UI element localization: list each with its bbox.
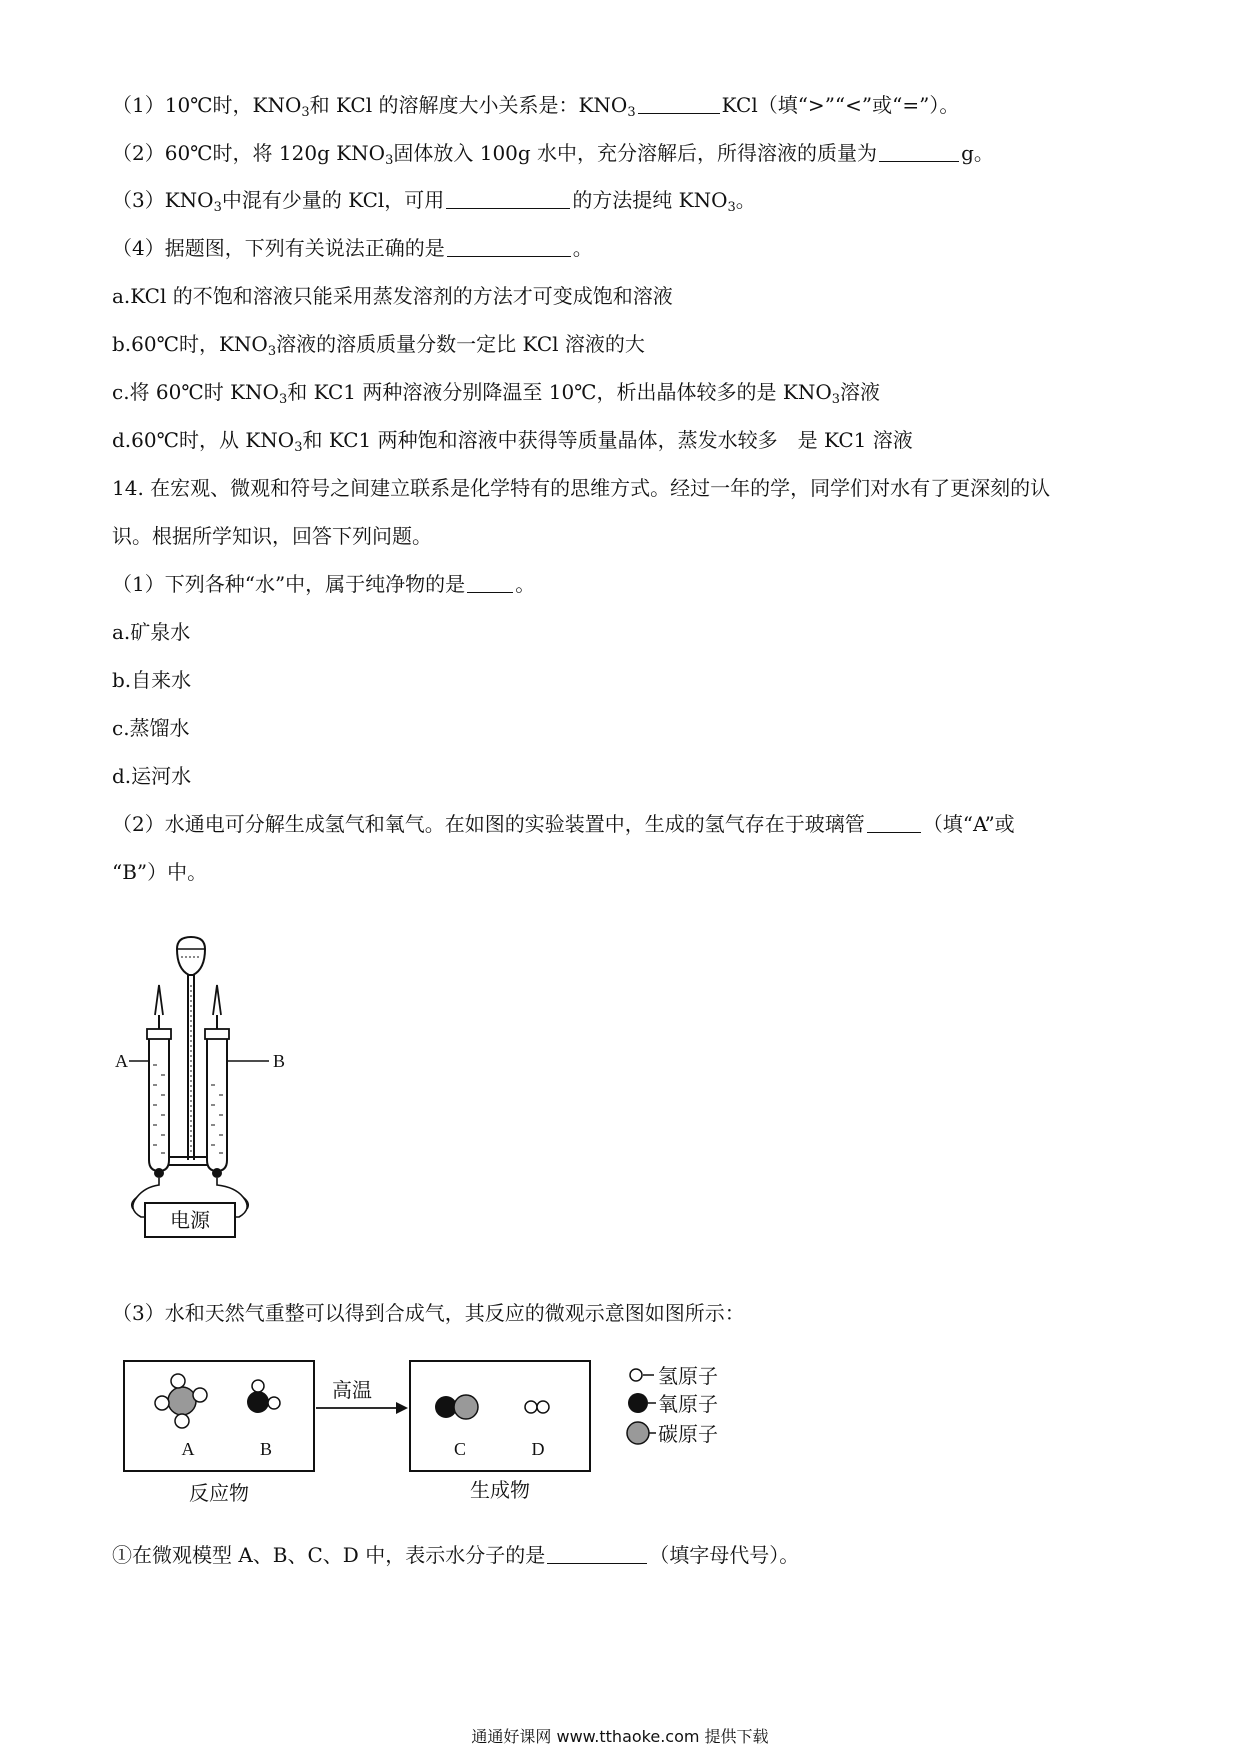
tube-b-label: B (273, 1051, 286, 1071)
electrolysis-apparatus-figure (115, 935, 295, 1265)
answer-blank[interactable] (867, 814, 921, 833)
q14-part3: （3）水和天然气重整可以得到合成气，其反应的微观示意图如图所示： (112, 1301, 745, 1325)
q13-part2: （2）60℃时，将 120g $KNO_3$固体放入 100g 水中，充分溶解后，所得溶液的质量为 g。 (112, 141, 994, 168)
q13-part3: $(3)KNO_3$中混有少量的 KCl，可用 的方法提纯 $KNO_3$。 (112, 188, 756, 215)
molecule-c (435, 1395, 478, 1419)
answer-blank[interactable] (547, 1545, 647, 1564)
reaction-condition: 高温 (332, 1378, 372, 1402)
q14-option-b: b.自来水 (112, 668, 192, 692)
q14-part2: （2）水通电可分解生成氢气和氧气。在如图的实验装置中，生成的氢气存在于玻璃管 （填“A”或 (112, 812, 1015, 836)
answer-blank[interactable] (879, 143, 959, 162)
q13-option-d: d.60℃时，从 $KNO_3$和 KC1 两种饱和溶液中获得等质量晶体，蒸发水较多 是 KC1 溶液 (112, 428, 913, 455)
q14-intro-line2: 识。根据所学知识，回答下列问题。 (112, 524, 432, 548)
atom-legend (627, 1364, 718, 1446)
tube-a-label: A (115, 1051, 128, 1071)
answer-blank[interactable] (638, 95, 720, 114)
product-caption: 生成物 (470, 1478, 530, 1502)
molecule-b-label: B (259, 1439, 273, 1459)
page-footer: 通通好课网 www.tthaoke.com 提供下载 (471, 1727, 769, 1746)
q14-part2-cont: “B”）中。 (112, 860, 208, 884)
molecule-a (155, 1374, 207, 1428)
q13-part4: （4）据题图，下列有关说法正确的是 。 (112, 236, 593, 260)
molecule-d-label: D (531, 1439, 545, 1459)
q14-part3-sub1: ①在微观模型 A、B、C、D 中，表示水分子的是 （填字母代号）。 (112, 1543, 800, 1567)
reaction-model-figure (118, 1355, 758, 1515)
power-source-label: 电源 (170, 1208, 210, 1232)
q14-option-c: c.蒸馏水 (112, 716, 190, 740)
q14-option-a: a.矿泉水 (112, 620, 191, 644)
legend-carbon: 碳原子 (658, 1422, 718, 1446)
q13-option-b: b.60℃时，$KNO_3$溶液的溶质质量分数一定比 KCl 溶液的大 (112, 332, 645, 359)
answer-blank[interactable] (446, 190, 570, 209)
answer-blank[interactable] (467, 574, 513, 593)
q14-part1: （1）下列各种“水”中，属于纯净物的是 。 (112, 572, 536, 596)
molecule-b (247, 1380, 280, 1413)
reactant-caption: 反应物 (189, 1481, 249, 1505)
q14-intro-line1: 14. 在宏观、微观和符号之间建立联系是化学特有的思维方式。经过一年的学，同学们对水有了更深刻的认 (112, 476, 1051, 500)
molecule-c-label: C (453, 1439, 467, 1459)
legend-hydrogen: 氢原子 (658, 1364, 718, 1388)
answer-blank[interactable] (447, 238, 571, 257)
molecule-a-label: A (181, 1439, 195, 1459)
q13-part1: （1）10℃时，$KNO_3$和 KCl 的溶解度大小关系是：$KNO_3$ KCl（填“>”“<”或“=”）。 (112, 93, 960, 120)
molecule-d (525, 1401, 549, 1413)
q14-option-d: d.运河水 (112, 764, 192, 788)
legend-oxygen: 氧原子 (658, 1392, 718, 1416)
q13-option-c: c.将 60℃时 $KNO_3$和 KC1 两种溶液分别降温至 10℃，析出晶体较多的是 $KNO_3$溶液 (112, 380, 881, 407)
q13-option-a: a.KCl 的不饱和溶液只能采用蒸发溶剂的方法才可变成饱和溶液 (112, 284, 673, 308)
